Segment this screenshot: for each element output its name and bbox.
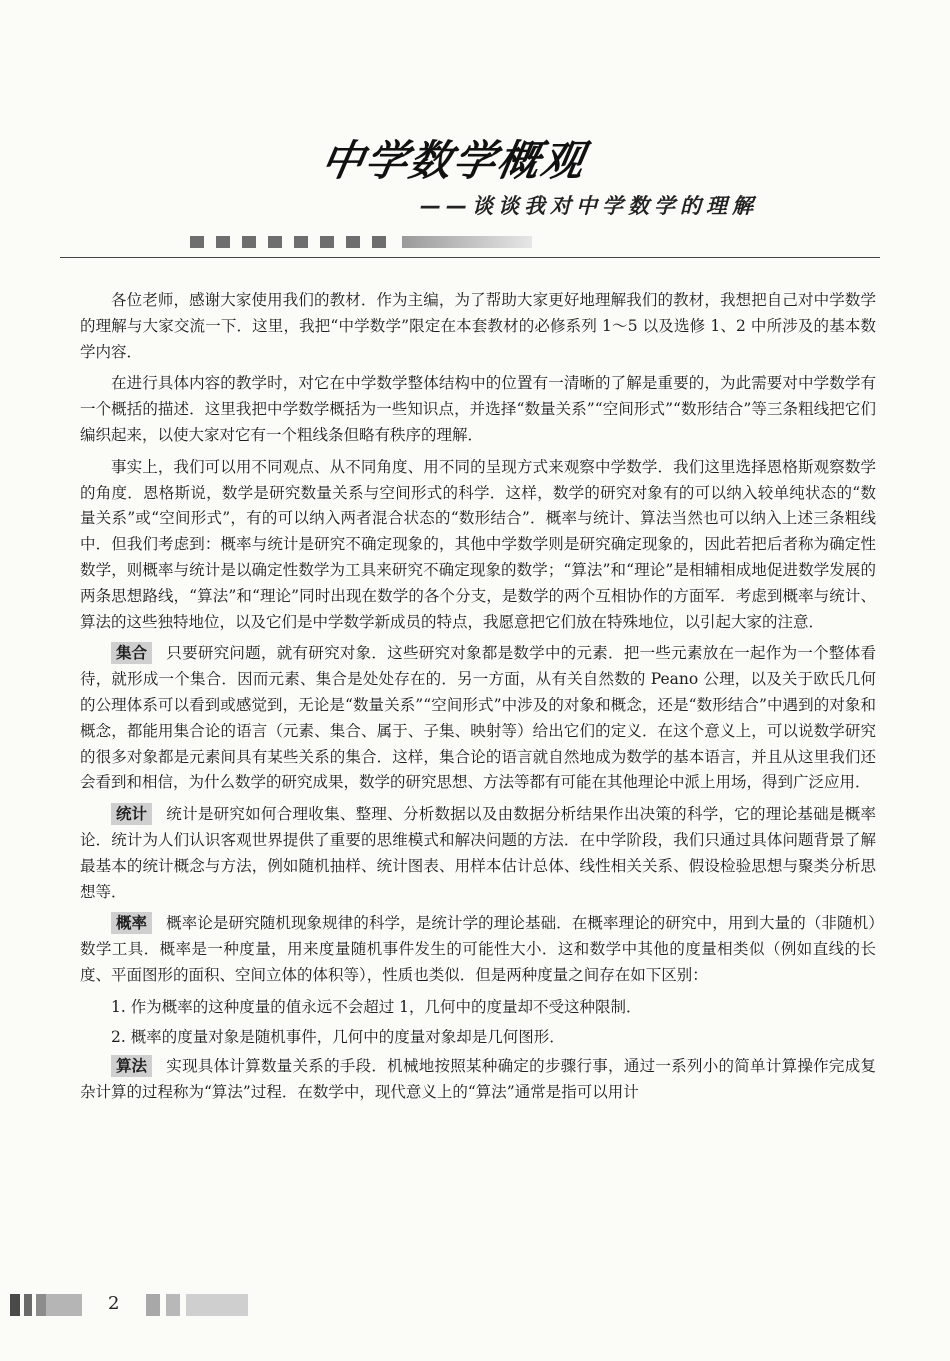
deco-square [320, 236, 334, 248]
keyword-set: 集合 [111, 642, 152, 664]
list-item: 2. 概率的度量对象是随机事件，几何中的度量对象却是几何图形． [111, 1027, 565, 1046]
footer-bar-left [10, 1294, 82, 1316]
page-title: 中学数学概观 [317, 136, 590, 185]
paragraph-overview: 在进行具体内容的教学时，对它在中学数学整体结构中的位置有一清晰的了解是重要的，为此需要对中学数学有一个概括的描述．这里我把中学数学概括为一些知识点，并选择“数量关系”“空间形式”“数形结合”等三条粗线把它们编织起来，以使大家对它有一个粗线条但略有秩序的理解． [80, 374, 876, 444]
page-footer [10, 1294, 270, 1316]
deco-square [346, 236, 360, 248]
deco-square [216, 236, 230, 248]
footer-bar-right [146, 1294, 248, 1316]
section-set [80, 641, 876, 796]
keyword-statistics: 统计 [111, 803, 152, 825]
deco-square [372, 236, 386, 248]
section-set-text: 只要研究问题，就有研究对象．这些研究对象都是数学中的元素．把一些元素放在一起作为一个整体看待，就形成一个集合．因而元素、集合是处处存在的．另一方面，从有关自然数的 Peano 公理，以及关于欧氏几何的公理体系可以看到或感觉到，无论是“数量关系”“空间形式”中涉及的对象和概念，还是“数形结合”中遇到的对象和概念，都能用集合论的语言（元素、集合、属于、子集、映射等）给出它们的定义．在这个意义上，可以说数学研究的很多对象都是元素间具有某些关系的集合．这样，集合论的语言就自然地成为数学的基本语言，并且从这里我们还会看到和相信，为什么数学的研究成果，数学的研究思想、方法等都有可能在其他理论中派上用场，得到广泛应用． [80, 644, 876, 792]
deco-square [294, 236, 308, 248]
section-algorithm [80, 1054, 876, 1106]
deco-square [268, 236, 282, 248]
section-statistics-text: 统计是研究如何合理收集、整理、分析数据以及由数据分析结果作出决策的科学，它的理论基础是概率论．统计为人们认识客观世界提供了重要的思维模式和解决问题的方法．在中学阶段，我们只通过具体问题背景了解最基本的统计概念与方法，例如随机抽样、统计图表、用样本估计总体、线性相关关系、假设检验思想与聚类分析思想等． [80, 805, 876, 901]
section-statistics [80, 802, 876, 905]
paragraph-intro: 各位老师，感谢大家使用我们的教材．作为主编，为了帮助大家更好地理解我们的教材，我想把自己对中学数学的理解与大家交流一下．这里，我把“中学数学”限定在本套教材的必修系列 1～5 以及选修 1、2 中所涉及的基本数学内容． [80, 291, 876, 361]
page-number: 2 [108, 1293, 120, 1314]
body-text [80, 288, 876, 1112]
page-subtitle: ——谈谈我对中学数学的理解 [420, 194, 758, 218]
deco-square [190, 236, 204, 248]
paragraph-engels: 事实上，我们可以用不同观点、从不同角度、用不同的呈现方式来观察中学数学．我们这里选择恩格斯观察数学的角度．恩格斯说，数学是研究数量关系与空间形式的科学．这样，数学的研究对象有的可以纳入较单纯状态的“数量关系”或“空间形式”，有的可以纳入两者混合状态的“数形结合”．概率与统计、算法当然也可以纳入上述三条粗线中．但我们考虑到：概率与统计是研究不确定现象的，其他中学数学则是研究确定现象的，因此若把后者称为确定性数学，则概率与统计是以确定性数学为工具来研究不确定现象的数学；“算法”和“理论”是相辅相成地促进数学发展的两条思想路线，“算法”和“理论”同时出现在数学的各个分支，是数学的两个互相协作的方面军．考虑到概率与统计、算法的这些独特地位，以及它们是中学数学新成员的特点，我愿意把它们放在特殊地位，以引起大家的注意． [80, 457, 876, 631]
section-probability-text: 概率论是研究随机现象规律的科学，是统计学的理论基础．在概率理论的研究中，用到大量的（非随机）数学工具．概率是一种度量，用来度量随机事件发生的可能性大小．这和数学中其他的度量相类似（例如直线的长度、平面图形的面积、空间立体的体积等），性质也类似．但是两种度量之间存在如下区别： [80, 914, 876, 984]
list-item: 1. 作为概率的这种度量的值永远不会超过 1，几何中的度量却不受这种限制． [111, 997, 642, 1016]
deco-square [242, 236, 256, 248]
header-rule [60, 257, 880, 258]
keyword-probability: 概率 [111, 912, 152, 934]
deco-gradient-bar [402, 236, 532, 248]
section-probability [80, 911, 876, 988]
keyword-algorithm: 算法 [111, 1055, 152, 1077]
section-algorithm-text: 实现具体计算数量关系的手段．机械地按照某种确定的步骤行事，通过一系列小的简单计算操作完成复杂计算的过程称为“算法”过程．在数学中，现代意义上的“算法”通常是指可以用计 [80, 1057, 876, 1102]
header-decoration [190, 236, 532, 248]
